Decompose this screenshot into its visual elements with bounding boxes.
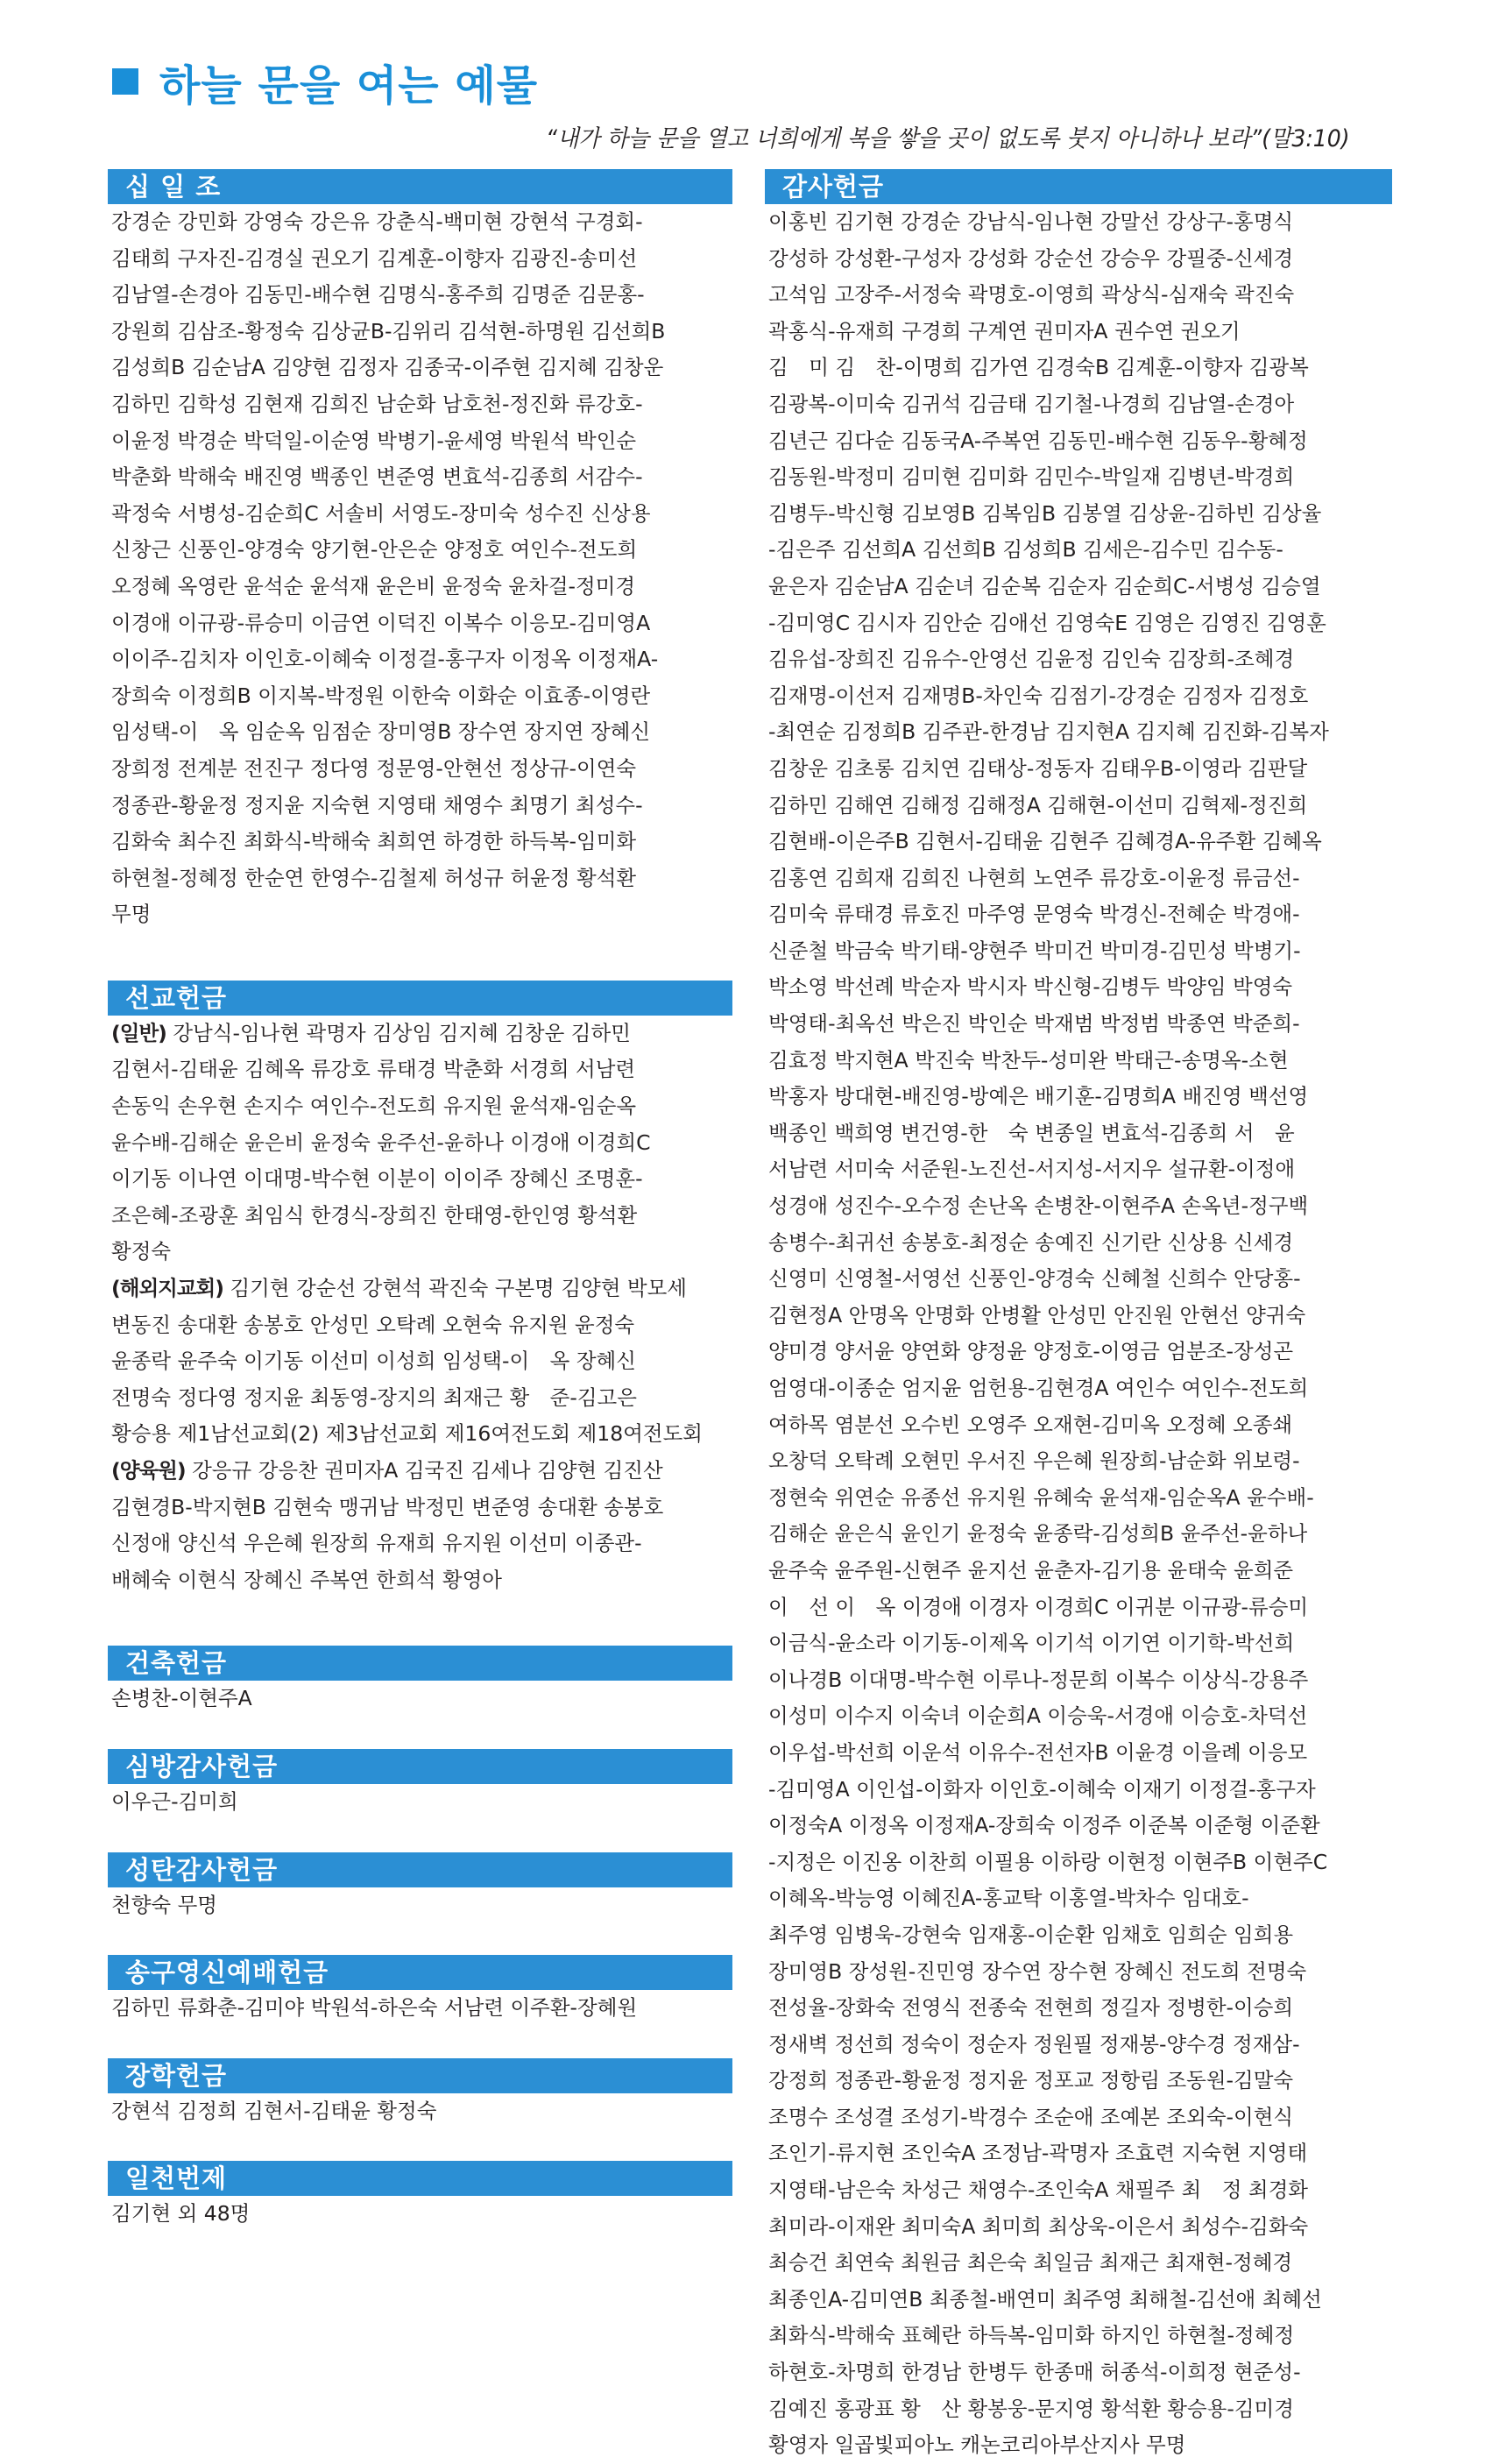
name-line: 김성희B 김순남A 김양현 김정자 김종국-이주현 김지혜 김창운 [111,355,664,380]
section-christmas [108,1852,732,1924]
name-line-text: 김현서-김태윤 김혜옥 류강호 류태경 박춘화 서경희 서남련 [111,1057,636,1082]
name-line [111,1416,731,1453]
section-thanks [765,169,1392,2464]
name-line [111,1526,731,1562]
name-line: 김하민 김학성 김현재 김희진 남순화 남호천-정진화 류강호- [111,391,643,416]
section-header-scholarship: 장학헌금 [108,2058,732,2093]
name-line: 성경애 성진수-오수정 손난옥 손병찬-이현주A 손옥년-정구백 [768,1193,1309,1219]
section-header-building: 건축헌금 [108,1646,732,1681]
section-scholarship [108,2058,732,2130]
name-line: -김은주 김선희A 김선희B 김성희B 김세은-김수민 김수동- [768,537,1283,563]
name-line: 김화숙 최수진 최화식-박해숙 최희연 하경한 하득복-임미화 [111,829,637,854]
name-line: 정현숙 위연순 유종선 유지원 유혜숙 윤석재-임순옥A 윤수배- [768,1484,1314,1510]
name-line: 이정숙A 이정옥 이정재A-장희숙 이정주 이준복 이준형 이준환 [768,1813,1320,1838]
name-line: 김 미 김 찬-이명희 김가연 김경숙B 김계훈-이향자 김광복 [768,355,1309,380]
name-line: 전성율-장화숙 전영식 전종숙 전현희 정길자 정병한-이승희 [768,1995,1294,2021]
name-line: 백종인 백희영 변건영-한 숙 변종일 변효석-김종희 서 윤 [768,1120,1295,1145]
section-header-thanks: 감사헌금 [765,169,1392,204]
name-line: 고석임 고장주-서정숙 곽명호-이영희 곽상식-심재숙 곽진숙 [768,282,1295,308]
name-line: 무명 [111,902,152,927]
section-header-mission: 선교헌금 [108,981,732,1016]
name-line: 조인기-류지현 조인숙A 조정남-곽명자 조효련 지숙현 지영태 [768,2141,1308,2166]
name-line: 김현정A 안명옥 안명화 안병활 안성민 안진원 안현선 양귀숙 [768,1302,1306,1328]
name-line: 김재명-이선저 김재명B-차인숙 김점기-강경순 김정자 김정호 [768,683,1309,708]
name-line: 엄영대-이종순 엄지윤 엄헌용-김현경A 여인수 여인수-전도희 [768,1376,1309,1400]
name-line: 이홍빈 김기현 강경순 강남식-임나현 강말선 강상구-홍명식 [768,209,1294,234]
name-line: 강현석 김정희 김현서-김태윤 황정숙 [111,2098,437,2123]
section-body-building [108,1681,732,1717]
name-line: 신영미 신영철-서영선 신풍인-양경숙 신혜철 신희수 안당홍- [768,1266,1301,1292]
name-line: 김병두-박신형 김보영B 김복임B 김봉열 김상윤-김하빈 김상율 [768,500,1322,526]
name-line: 이금식-윤소라 이기동-이제옥 이기석 이기연 이기학-박선희 [768,1631,1295,1656]
section-building [108,1646,732,1717]
section-newyear [108,1955,732,2027]
name-line: 신준철 박금숙 박기태-양현주 박미건 박미경-김민성 박병기- [768,938,1301,963]
name-line-text: 강응규 강응찬 권미자A 김국진 김세나 김양현 김진산 [185,1458,663,1483]
name-line: 김태희 구자진-김경실 권오기 김계훈-이향자 김광진-송미선 [111,245,638,271]
name-line-text: 황승용 제1남선교회(2) 제3남선교회 제16여전도회 제18여전도회 [111,1421,703,1447]
section-body-mission [108,1016,732,1599]
name-line-text: 윤종락 윤주숙 이기동 이선미 이성희 임성택-이 옥 장혜신 [111,1349,636,1374]
section-header-christmas: 성탄감사헌금 [108,1852,732,1887]
title-square-icon [112,68,138,95]
name-line: 김예진 홍광표 황 산 황봉웅-문지영 황석환 황승용-김미경 [768,2396,1294,2421]
name-line: 강경순 강민화 강영숙 강은유 강춘식-백미현 강현석 구경회- [111,209,643,234]
name-line-text: 전명숙 정다영 정지윤 최동영-장지의 최재근 황 준-김고은 [111,1384,637,1410]
name-line-text: 윤수배-김해순 윤은비 윤정숙 윤주선-윤하나 이경애 이경희C [111,1129,651,1155]
name-line-text: 변동진 송대환 송봉호 안성민 오탁례 오현숙 유지원 윤정숙 [111,1312,635,1337]
name-line-text: 황정숙 [111,1239,172,1264]
name-line [111,1307,731,1344]
name-line [111,1234,731,1271]
name-line: 이우근-김미희 [111,1788,238,1814]
name-line: 김광복-이미숙 김귀석 김금태 김기철-나경희 김남열-손경아 [768,391,1295,416]
name-line [111,1490,731,1526]
name-line: 이경애 이규광-류승미 이금연 이덕진 이복수 이응모-김미영A [111,610,651,635]
group-label: (해외지교회) [111,1276,223,1301]
name-line: 김동원-박정미 김미현 김미화 김민수-박일재 김병년-박경희 [768,464,1295,490]
name-line-text: 강남식-임나현 곽명자 김상임 김지혜 김창운 김하민 [166,1020,631,1045]
name-line: 박영태-최옥선 박은진 박인순 박재범 박정범 박종연 박준희- [768,1011,1300,1037]
name-line: 최승건 최연숙 최원금 최은숙 최일금 최재근 최재현-정혜경 [768,2250,1293,2276]
name-line: 조명수 조성결 조성기-박경수 조순애 조예본 조외숙-이현식 [768,2104,1294,2129]
name-line [111,1051,731,1088]
name-line: 송병수-최귀선 송봉호-최정순 송예진 신기란 신상용 신세경 [768,1229,1294,1255]
group-label: (양육원) [111,1458,186,1483]
name-line: -김미영C 김시자 김안순 김애선 김영숙E 김영은 김영진 김영훈 [768,610,1326,635]
name-line: 김현배-이은주B 김현서-김태윤 김현주 김혜경A-유주환 김혜옥 [768,829,1322,854]
page-title [112,51,538,112]
name-line: 오창덕 오탁례 오현민 우서진 우은혜 원장희-남순화 위보령- [768,1448,1300,1474]
name-line: -최연순 김정희B 김주관-한경남 김지현A 김지혜 김진화-김복자 [768,719,1329,745]
section-body-visit [108,1784,732,1821]
name-line [111,1125,731,1162]
name-line: 이이주-김치자 이인호-이혜숙 이정걸-홍구자 이정옥 이정재A- [111,647,659,672]
section-body-thousand [108,2196,732,2233]
name-line [111,1271,731,1307]
name-line: 최미라-이재완 최미숙A 최미희 최상욱-이은서 최성수-김화숙 [768,2213,1309,2239]
bible-verse: “내가 하늘 문을 열고 너희에게 복을 쌓을 곳이 없도록 붓지 아니하나 보라”(말3:10) [546,125,1350,152]
section-header-tithe: 십 일 조 [108,169,732,204]
name-line: 김하민 김해연 김해정 김해정A 김해현-이선미 김혁제-정진희 [768,792,1308,818]
name-line: 김남열-손경아 김동민-배수현 김명식-홍주희 김명준 김문홍- [111,282,645,308]
page-title-text: 하늘 문을 여는 예물 [159,60,539,110]
section-body-christmas [108,1887,732,1924]
name-line: 이 선 이 옥 이경애 이경자 이경희C 이귀분 이규광-류승미 [768,1594,1309,1619]
name-line: 오정혜 옥영란 윤석순 윤석재 윤은비 윤정숙 윤차걸-정미경 [111,573,636,598]
name-line: 김창운 김초롱 김치연 김태상-정동자 김태우B-이영라 김판달 [768,755,1308,781]
section-mission [108,981,732,1599]
name-line: 황영자 일곱빛피아노 캐논코리아부산지사 무명 [768,2432,1186,2458]
name-line: 윤은자 김순남A 김순녀 김순복 김순자 김순희C-서병성 김승열 [768,573,1321,598]
name-line: 서남련 서미숙 서준원-노진선-서지성-서지우 설규환-이정애 [768,1157,1296,1182]
name-line: 장미영B 장성원-진민영 장수연 장수현 장혜신 전도희 전명숙 [768,1958,1307,1984]
name-line [111,1453,731,1490]
section-thousand [108,2161,732,2233]
name-line: 김년근 김다순 김동국A-주복연 김동민-배수현 김동우-황혜정 [768,428,1308,453]
name-line: 최화식-박해숙 표혜란 하득복-임미화 하지인 하현철-정혜정 [768,2323,1295,2348]
name-line: 강정희 정종관-황윤정 정지윤 정포교 정항림 조동원-김말숙 [768,2068,1294,2093]
name-line: 정종관-황윤정 정지윤 지숙현 지영태 채영수 최명기 최성수- [111,792,643,818]
name-line: 박홍자 방대현-배진영-방예은 배기훈-김명희A 배진영 백선영 [768,1084,1309,1109]
name-line: 이나경B 이대명-박수현 이루나-정문희 이복수 이상식-강용주 [768,1667,1309,1692]
name-line: 강성하 강성환-구성자 강성화 강순선 강승우 강필중-신세경 [768,245,1294,271]
name-line: 하현철-정혜정 한순연 한영수-김철제 허성규 허윤정 황석환 [111,865,637,890]
name-line-text: 김기현 강순선 강현석 곽진숙 구본명 김양현 박모세 [223,1276,688,1301]
name-line: 곽정숙 서병성-김순희C 서솔비 서영도-장미숙 성수진 신상용 [111,500,651,526]
group-label: (일반) [111,1020,166,1045]
name-line: 김효정 박지현A 박진숙 박찬두-성미완 박태근-송명옥-소현 [768,1047,1289,1073]
name-line [111,1088,731,1125]
section-tithe [108,169,732,933]
name-line: 김기현 외 48명 [111,2201,251,2227]
name-line: 손병찬-이현주A [111,1686,252,1711]
section-body-tithe [108,204,732,933]
name-line [111,1161,731,1198]
name-line: 곽홍식-유재희 구경희 구계연 권미자A 권수연 권오기 [768,318,1241,343]
name-line: 강원희 김삼조-황정숙 김상균B-김위리 김석현-하명원 김선희B [111,318,666,343]
name-line: 이우섭-박선희 이운석 이유수-전선자B 이윤경 이을례 이응모 [768,1739,1308,1765]
name-line: 임성택-이 옥 임순옥 임점순 장미영B 장수연 장지연 장혜신 [111,719,651,745]
section-visit [108,1749,732,1821]
name-line: 김유섭-장희진 김유수-안영선 김윤정 김인숙 김장희-조혜경 [768,647,1295,672]
name-line [111,1562,731,1599]
name-line: -지정은 이진옹 이찬희 이필용 이하랑 이현정 이현주B 이현주C [768,1849,1328,1874]
name-line [111,1343,731,1380]
name-line [111,1198,731,1235]
name-line: 여하목 염분선 오수빈 오영주 오재현-김미옥 오정혜 오종쇄 [768,1412,1293,1437]
name-line: 지영태-남은숙 차성근 채영수-조인숙A 채필주 최 정 최경화 [768,2177,1309,2203]
name-line-text: 신정애 양신석 우은혜 원장희 유재희 유지원 이선미 이종관- [111,1531,642,1556]
name-line: 천향숙 무명 [111,1892,217,1917]
section-body-scholarship [108,2093,732,2130]
name-line [111,1016,731,1052]
name-line: 이혜옥-박능영 이혜진A-홍교탁 이홍열-박차수 임대호- [768,1886,1249,1911]
name-line: 장희숙 이정희B 이지복-박정원 이한숙 이화순 이효종-이영란 [111,683,651,708]
name-line: -김미영A 이인섭-이화자 이인호-이혜숙 이재기 이정걸-홍구자 [768,1776,1316,1802]
name-line: 윤주숙 윤주원-신현주 윤지선 윤춘자-김기용 윤태숙 윤희준 [768,1557,1294,1582]
name-line: 김해순 윤은식 윤인기 윤정숙 윤종락-김성희B 윤주선-윤하나 [768,1521,1308,1547]
name-line: 하현호-차명희 한경남 한병두 한종매 허종석-이희정 현준성- [768,2360,1301,2385]
name-line [111,1380,731,1417]
name-line-text: 김현경B-박지현B 김현숙 맹귀남 박정민 변준영 송대환 송봉호 [111,1494,664,1519]
name-line: 양미경 양서윤 양연화 양정윤 양정호-이영금 엄분조-장성곤 [768,1339,1294,1364]
name-line: 김하민 류화춘-김미야 박원석-하은숙 서남련 이주환-장혜원 [111,1995,638,2021]
name-line-text: 배혜숙 이현식 장혜신 주복연 한희석 황영아 [111,1567,502,1592]
name-line-text: 이기동 이나연 이대명-박수현 이분이 이이주 장혜신 조명훈- [111,1166,643,1192]
name-line: 김홍연 김희재 김희진 나현희 노연주 류강호-이윤정 류금선- [768,865,1300,890]
name-line: 김미숙 류태경 류호진 마주영 문영숙 박경신-전혜순 박경애- [768,902,1300,927]
name-line: 최주영 임병욱-강현숙 임재홍-이순환 임채호 임희순 임희용 [768,1922,1294,1947]
name-line: 박춘화 박해숙 배진영 백종인 변준영 변효석-김종희 서감수- [111,464,643,490]
section-header-visit: 심방감사헌금 [108,1749,732,1784]
name-line: 이성미 이수지 이숙녀 이순희A 이승욱-서경애 이승호-차덕선 [768,1703,1308,1729]
name-line: 장희정 전계분 전진구 정다영 정문영-안현선 정상규-이연숙 [111,755,637,781]
name-line: 신창근 신풍인-양경숙 양기현-안은순 양정호 여인수-전도희 [111,537,638,563]
name-line: 최종인A-김미연B 최종철-배연미 최주영 최해철-김선애 최혜선 [768,2286,1322,2312]
left-column [108,169,732,2233]
section-body-thanks [765,204,1392,2464]
right-column [765,169,1392,2464]
name-line-text: 조은혜-조광훈 최임식 한경식-장희진 한태영-한인영 황석환 [111,1202,638,1228]
name-line-text: 손동익 손우현 손지수 여인수-전도희 유지원 윤석재-임순옥 [111,1094,637,1119]
name-line: 박소영 박선례 박순자 박시자 박신형-김병두 박양임 박영숙 [768,974,1293,1000]
section-header-newyear: 송구영신예배헌금 [108,1955,732,1990]
section-body-newyear [108,1990,732,2027]
section-header-thousand: 일천번제 [108,2161,732,2196]
name-line: 이윤정 박경순 박덕일-이순영 박병기-윤세영 박원석 박인순 [111,428,637,453]
name-line: 정새벽 정선희 정숙이 정순자 정원필 정재봉-양수경 정재삼- [768,2031,1300,2057]
